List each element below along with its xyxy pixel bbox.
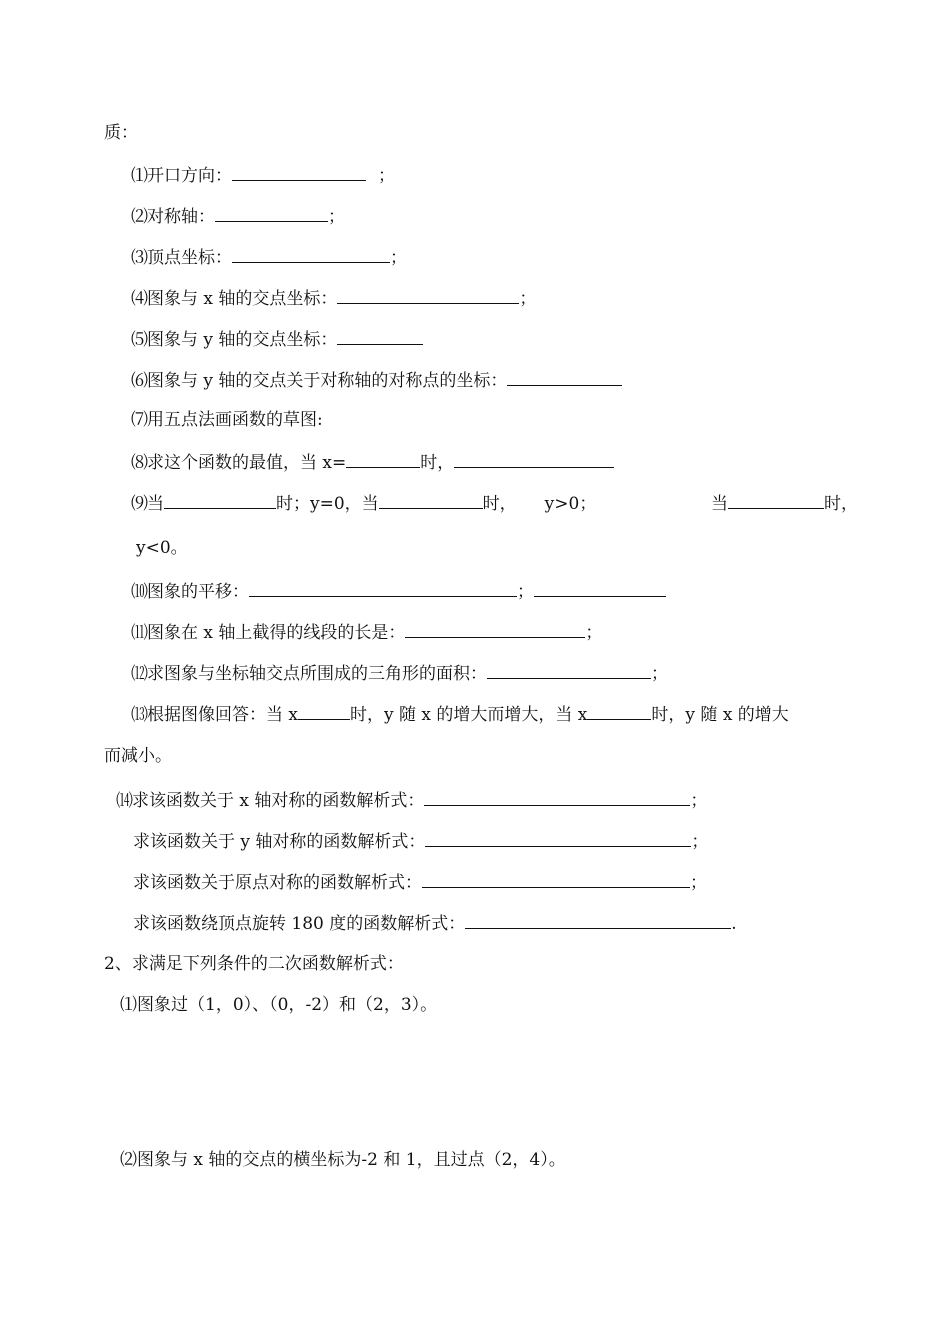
item-5	[131, 327, 423, 351]
item-11-end: ；	[585, 623, 603, 643]
item-6-text: 图象与 y 轴的交点关于对称轴的对称点的坐标：	[147, 371, 508, 391]
item-9-right	[711, 491, 858, 515]
item-14-end: ；	[690, 791, 708, 811]
item-11	[131, 620, 602, 644]
item-3-end: ；	[390, 248, 407, 268]
item-12-end: ；	[651, 664, 668, 684]
item-9-continuation: y<0。	[136, 538, 188, 558]
item-13-mid2: 时，y 随 x 的增大	[651, 705, 789, 725]
item-9-mid3: y>0；	[544, 494, 597, 514]
item-14c	[133, 870, 707, 894]
item-9-mid5: 时，	[824, 494, 858, 514]
item-4-end: ；	[519, 289, 537, 309]
item-13-number: ⒀	[131, 705, 147, 725]
item-5-number: ⑸	[131, 330, 147, 350]
item-13-continuation: 而减小。	[104, 746, 172, 766]
item-8-text: 求这个函数的最值，当 x=	[147, 453, 347, 473]
item-7-text: 用五点法画函数的草图:	[147, 410, 323, 430]
item-8-blank-value[interactable]	[454, 450, 614, 468]
heading-tail: 质：	[104, 123, 138, 143]
item-3-blank[interactable]	[232, 245, 390, 263]
item-2-text: 对称轴：	[147, 207, 215, 227]
item-13-blank-1[interactable]	[298, 702, 350, 720]
item-14c-blank[interactable]	[422, 870, 690, 888]
item-14d	[133, 911, 737, 935]
item-14c-end: ；	[690, 873, 707, 893]
item-4-blank[interactable]	[337, 286, 519, 304]
item-4	[131, 286, 536, 310]
item-5-blank[interactable]	[337, 327, 423, 345]
item-14b	[133, 829, 708, 853]
item-12-text: 求图象与坐标轴交点所围成的三角形的面积：	[147, 664, 487, 684]
item-9-mid2: 时，	[482, 494, 517, 514]
item-7-number: ⑺	[131, 410, 147, 430]
section-2-title: 2、求满足下列条件的二次函数解析式：	[104, 954, 404, 974]
item-4-number: ⑷	[131, 289, 147, 309]
item-6	[131, 368, 622, 392]
item-10-number: ⑽	[131, 582, 147, 602]
item-2	[131, 204, 345, 228]
item-9	[131, 491, 596, 515]
item-9-text: 当	[147, 494, 164, 514]
item-8	[131, 450, 614, 474]
item-8-mid: 时，	[420, 453, 455, 473]
item-14	[116, 788, 707, 812]
item-14c-text: 求该函数关于原点对称的函数解析式：	[133, 873, 422, 893]
item-1-number: ⑴	[131, 166, 147, 186]
item-13-mid1: 时，y 随 x 的增大而增大，当 x	[350, 705, 588, 725]
item-14b-text: 求该函数关于 y 轴对称的函数解析式：	[133, 832, 426, 852]
item-13-text: 根据图像回答：当 x	[147, 705, 298, 725]
item-10-sep: ；	[517, 582, 534, 602]
item-8-number: ⑻	[131, 453, 147, 473]
item-3-text: 顶点坐标：	[147, 248, 232, 268]
item-11-blank[interactable]	[405, 620, 585, 638]
item-12	[131, 661, 668, 685]
section-2-question-1: ⑴图象过（1，0）、（0，-2）和（2，3）。	[120, 995, 438, 1015]
item-1-end: ；	[378, 166, 395, 186]
item-9-mid4: 当	[711, 494, 728, 514]
item-9-blank-2[interactable]	[379, 491, 483, 509]
item-14d-text: 求该函数绕顶点旋转 180 度的函数解析式：	[133, 914, 466, 934]
item-12-blank[interactable]	[487, 661, 651, 679]
section-2-question-2: ⑵图象与 x 轴的交点的横坐标为-2 和 1，且过点（2，4）。	[120, 1150, 566, 1170]
item-14-text: 求该函数关于 x 轴对称的函数解析式：	[132, 791, 425, 811]
item-10-blank-2[interactable]	[534, 579, 666, 597]
item-9-mid1: 时；y=0，当	[276, 494, 379, 514]
item-13-blank-2[interactable]	[587, 702, 651, 720]
item-4-text: 图象与 x 轴的交点坐标：	[147, 289, 338, 309]
item-2-number: ⑵	[131, 207, 147, 227]
item-10-blank-1[interactable]	[249, 579, 517, 597]
item-2-blank[interactable]	[215, 204, 328, 222]
item-9-number: ⑼	[131, 494, 147, 514]
item-9-blank-3[interactable]	[728, 491, 824, 509]
item-3	[131, 245, 407, 269]
item-14b-end: ；	[691, 832, 709, 852]
item-2-end: ；	[328, 207, 345, 227]
item-1-blank[interactable]	[232, 163, 366, 181]
item-14d-end: .	[731, 914, 737, 934]
item-9-blank-1[interactable]	[164, 491, 276, 509]
item-14-blank[interactable]	[424, 788, 690, 806]
item-14d-blank[interactable]	[465, 911, 731, 929]
item-3-number: ⑶	[131, 248, 147, 268]
item-5-text: 图象与 y 轴的交点坐标：	[147, 330, 338, 350]
item-6-number: ⑹	[131, 371, 147, 391]
item-8-blank-x[interactable]	[346, 450, 420, 468]
item-14-number: ⒁	[116, 791, 132, 811]
item-14b-blank[interactable]	[425, 829, 691, 847]
item-11-text: 图象在 x 轴上截得的线段的长是：	[147, 623, 406, 643]
item-12-number: ⑿	[131, 664, 147, 684]
item-10-text: 图象的平移：	[147, 582, 249, 602]
item-1	[131, 163, 395, 187]
item-7	[131, 409, 323, 431]
item-1-text: 开口方向：	[147, 166, 232, 186]
item-10	[131, 579, 666, 603]
item-6-blank[interactable]	[507, 368, 622, 386]
item-13	[131, 702, 789, 726]
item-11-number: ⑾	[131, 623, 147, 643]
